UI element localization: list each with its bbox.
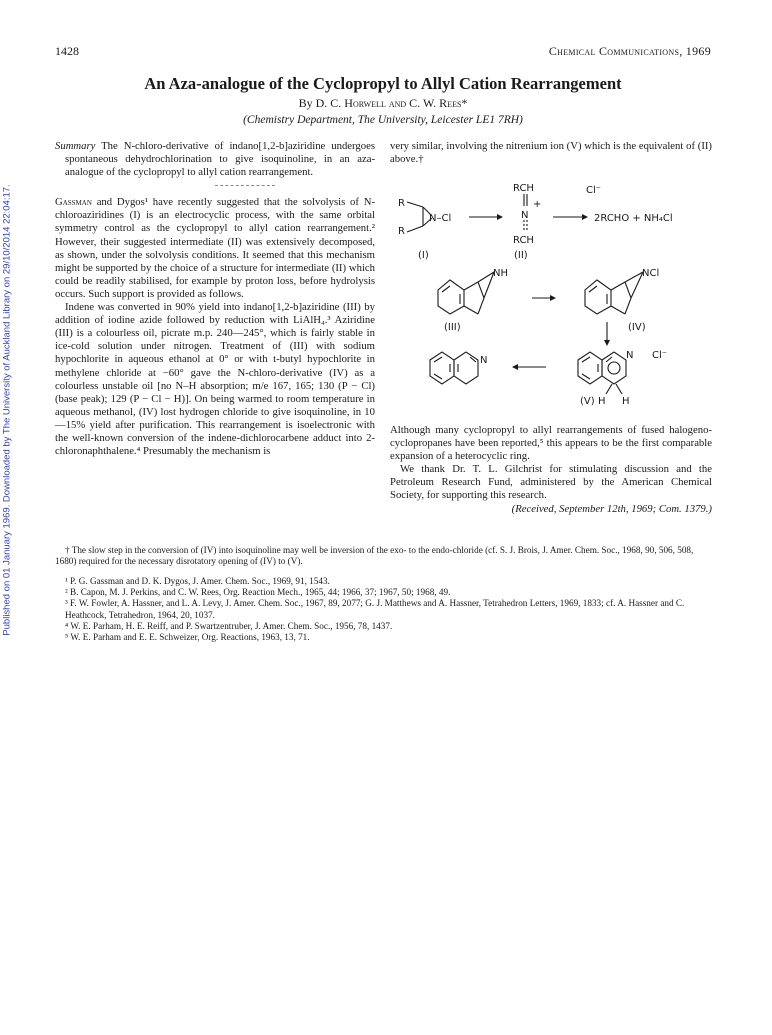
body-right-continuation: very similar, involving the nitrenium ion (V) which is the equivalent of (II) above.† (390, 140, 712, 166)
reference-1: ¹ P. G. Gassman and D. K. Dygos, J. Amer. Chem. Soc., 1969, 91, 1543. (65, 576, 330, 586)
scheme-label-II: (II) (514, 250, 528, 261)
reaction-scheme (390, 180, 715, 418)
body-paragraph-2: Indene was converted in 90% yield into indano[1,2-b]aziridine (III) by addition of iodine azide followed by reduction with LiAlH₄.³ Aziridine (III) is a colourless oil, picrate m.p. 240—245°, which is fairly stable in ice-cold solution under nitrogen. Treatment of (III) with sodium hypochlorite in aqueous ethanol at 0° or with t-butyl hypochlorite in methylene chloride at −60° gave the N-chloro-derivative (IV) as a colourless unstable oil [no N–H absorption; m/e 167, 165; 130 (P − Cl) (base peak); 129 (P − Cl − H)]. On being warmed to room temperature in aqueous methanol, (IV) lost hydrogen chloride to give isoquinoline, in 10—15% yield after purification. This rearrangement is isoelectronic with the well-known conversion of the indene-dichlorocarbene adduct into 2-chloronaphthalene.⁴ Presumably the mechanism is (55, 301, 375, 458)
received-date: (Received, September 12th, 1969; Com. 1379.) (511, 502, 712, 515)
scheme-rch-top: RCH (513, 183, 534, 194)
article-authors (55, 96, 711, 111)
article-title: An Aza-analogue of the Cyclopropyl to Allyl Cation Rearrangement (144, 74, 622, 93)
reference-3: ³ F. W. Fowler, A. Hassner, and L. A. Levy, J. Amer. Chem. Soc., 1967, 89, 2077; G. J. Matthews and A. Hassner, Tetrahedron Letters, 1969, 1833; cf. A. Hassner and C. Heathcock, Tetrahedron, 1964, 20, 1037. (65, 598, 685, 620)
journal-header: Chemical Communications, 1969 (548, 44, 711, 58)
summary-text: The N-chloro-derivative of indano[1,2-b]aziridine undergoes spontaneous dehydrochlorination to give isoquinoline, in an aza-analogue of the cyclopropyl to allyl cation rearrangement. (65, 140, 375, 179)
page-number: 1428 (55, 44, 79, 58)
right-column-top (390, 140, 712, 166)
scheme-plus: + (533, 199, 542, 210)
author-names: D. C. Horwell and C. W. Rees* (315, 96, 468, 110)
scheme-n-v: N (626, 350, 634, 361)
scheme-n-mid: N (521, 210, 529, 221)
reference-4: ⁴ W. E. Parham, H. E. Reiff, and P. Swartzentruber, J. Amer. Chem. Soc., 1956, 78, 1437. (65, 620, 393, 631)
reaction-scheme-svg (390, 180, 715, 418)
footnote-text: † The slow step in the conversion of (IV) into isoquinoline may well be inversion of the exo- to the endo-chloride (cf. S. J. Brois, J. Amer. Chem. Soc., 1968, 90, 506, 508, 1680) required for the necessary disrotatory opening of (IV) to (V). (55, 545, 694, 567)
right-column-bottom (390, 424, 712, 516)
scheme-cl-minus-top: Cl⁻ (586, 185, 602, 196)
scheme-h-2: H (622, 396, 630, 407)
affiliation: (Chemistry Department, The University, Leicester LE1 7RH) (243, 114, 523, 126)
download-watermark (0, 150, 14, 670)
scheme-r-top: R (398, 198, 405, 209)
left-column (55, 140, 375, 458)
references (55, 576, 711, 643)
body-p1-lead: Gassman (55, 196, 92, 209)
scheme-n-isoquinoline: N (480, 355, 488, 366)
acknowledgement: We thank Dr. T. L. Gilchrist for stimulating discussion and the Petroleum Research Fund, administered by the American Chemical Society, for supporting this research. (390, 463, 712, 502)
scheme-ncl: NCl (642, 268, 660, 279)
scheme-cl-minus-v: Cl⁻ (652, 350, 668, 361)
summary-label: Summary (55, 140, 96, 152)
summary (55, 140, 375, 179)
scheme-products: 2RCHO + NH₄Cl (594, 213, 673, 224)
scheme-nh: NH (493, 268, 508, 279)
scheme-n-cl: N–Cl (429, 213, 452, 224)
scheme-h-1: H (598, 396, 606, 407)
scheme-r-bottom: R (398, 226, 405, 237)
scheme-label-I: (I) (418, 250, 429, 261)
scheme-label-V: (V) (580, 396, 595, 407)
body-p1-rest: and Dygos¹ have recently suggested that the solvolysis of N-chloroaziridines (I) is an electrocyclic process, with the same orbital symmetry control as the cyclopropyl to allyl cation rearrangement.² However, their suggested intermediate (II) was extensively decomposed, as shown, under the solvolysis conditions. It seemed that this mechanism might be supported by the choice of a structure for intermediate (II) which could be readily stabilised, for example by proton loss, before hydrolysis occurs. Such support is provided as follows. (55, 196, 375, 300)
footnote (55, 545, 711, 568)
reference-2: ² B. Capon, M. J. Perkins, and C. W. Rees, Org. Reaction Mech., 1965, 44; 1966, 37; 1967, 50; 1968, 49. (65, 587, 451, 598)
scheme-label-III: (III) (444, 322, 461, 333)
body-paragraph-1 (55, 196, 375, 301)
scheme-label-IV: (IV) (628, 322, 646, 333)
scheme-rch-bottom: RCH (513, 235, 534, 246)
section-divider (215, 185, 275, 186)
authors-prefix: By (298, 96, 313, 110)
reference-5: ⁵ W. E. Parham and E. E. Schweizer, Org. Reactions, 1963, 13, 71. (65, 632, 310, 643)
body-right-paragraph-1: Although many cyclopropyl to allyl rearrangements of fused halogeno-cyclopropanes have been reported,⁵ this appears to be the first comparable expansion of a heterocyclic ring. (390, 424, 712, 463)
download-watermark-text: Published on 01 January 1969. Downloaded by The University of Auckland Library on 29/10/2014 22:04:17. (1, 184, 13, 636)
